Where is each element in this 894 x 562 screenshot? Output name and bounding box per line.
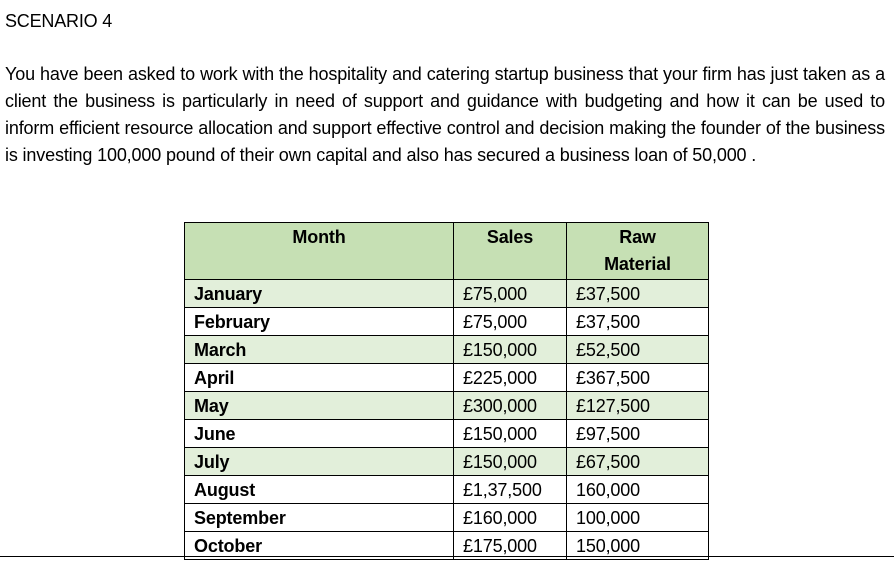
table-row xyxy=(185,280,709,308)
table-row xyxy=(185,504,709,532)
raw-material-header-line1: Raw xyxy=(619,227,656,247)
month-cell: July xyxy=(185,448,454,476)
sales-cell: £150,000 xyxy=(454,420,567,448)
scenario-paragraph: You have been asked to work with the hospitality and catering startup business that your firm has just taken as a client the business is particularly in need of support and guidance with budgeting and how it can be used to inform efficient resource allocation and support effective control and decision making the founder of the business is investing 100,000 pound of their own capital and also has secured a business loan of 50,000 . xyxy=(5,64,885,165)
bottom-rule xyxy=(0,556,894,557)
raw-material-cell: £52,500 xyxy=(567,336,709,364)
sales-cell: £75,000 xyxy=(454,280,567,308)
sales-cell: £225,000 xyxy=(454,364,567,392)
sales-cell: £150,000 xyxy=(454,448,567,476)
sales-cell: £300,000 xyxy=(454,392,567,420)
month-cell: February xyxy=(185,308,454,336)
raw-material-cell: £67,500 xyxy=(567,448,709,476)
raw-material-column-header xyxy=(567,223,709,280)
month-cell: September xyxy=(185,504,454,532)
month-cell: October xyxy=(185,532,454,560)
table-row xyxy=(185,476,709,504)
budget-table xyxy=(184,222,709,560)
table-row xyxy=(185,448,709,476)
table-row xyxy=(185,420,709,448)
sales-cell: £150,000 xyxy=(454,336,567,364)
table-row xyxy=(185,336,709,364)
raw-material-cell: 100,000 xyxy=(567,504,709,532)
raw-material-cell: £367,500 xyxy=(567,364,709,392)
table-row xyxy=(185,308,709,336)
raw-material-cell: £127,500 xyxy=(567,392,709,420)
table-header-row xyxy=(185,223,709,280)
sales-cell: £175,000 xyxy=(454,532,567,560)
sales-cell: £1,37,500 xyxy=(454,476,567,504)
sales-column-header: Sales xyxy=(454,223,567,280)
month-column-header: Month xyxy=(185,223,454,280)
scenario-heading: SCENARIO 4 xyxy=(5,11,113,31)
table-row xyxy=(185,364,709,392)
month-cell: March xyxy=(185,336,454,364)
table-row xyxy=(185,392,709,420)
raw-material-cell: £97,500 xyxy=(567,420,709,448)
month-cell: January xyxy=(185,280,454,308)
sales-cell: £160,000 xyxy=(454,504,567,532)
sales-cell: £75,000 xyxy=(454,308,567,336)
month-cell: August xyxy=(185,476,454,504)
raw-material-cell: 150,000 xyxy=(567,532,709,560)
raw-material-header-line2: Material xyxy=(604,254,671,274)
raw-material-cell: £37,500 xyxy=(567,308,709,336)
month-cell: May xyxy=(185,392,454,420)
raw-material-cell: £37,500 xyxy=(567,280,709,308)
month-cell: April xyxy=(185,364,454,392)
raw-material-cell: 160,000 xyxy=(567,476,709,504)
month-cell: June xyxy=(185,420,454,448)
